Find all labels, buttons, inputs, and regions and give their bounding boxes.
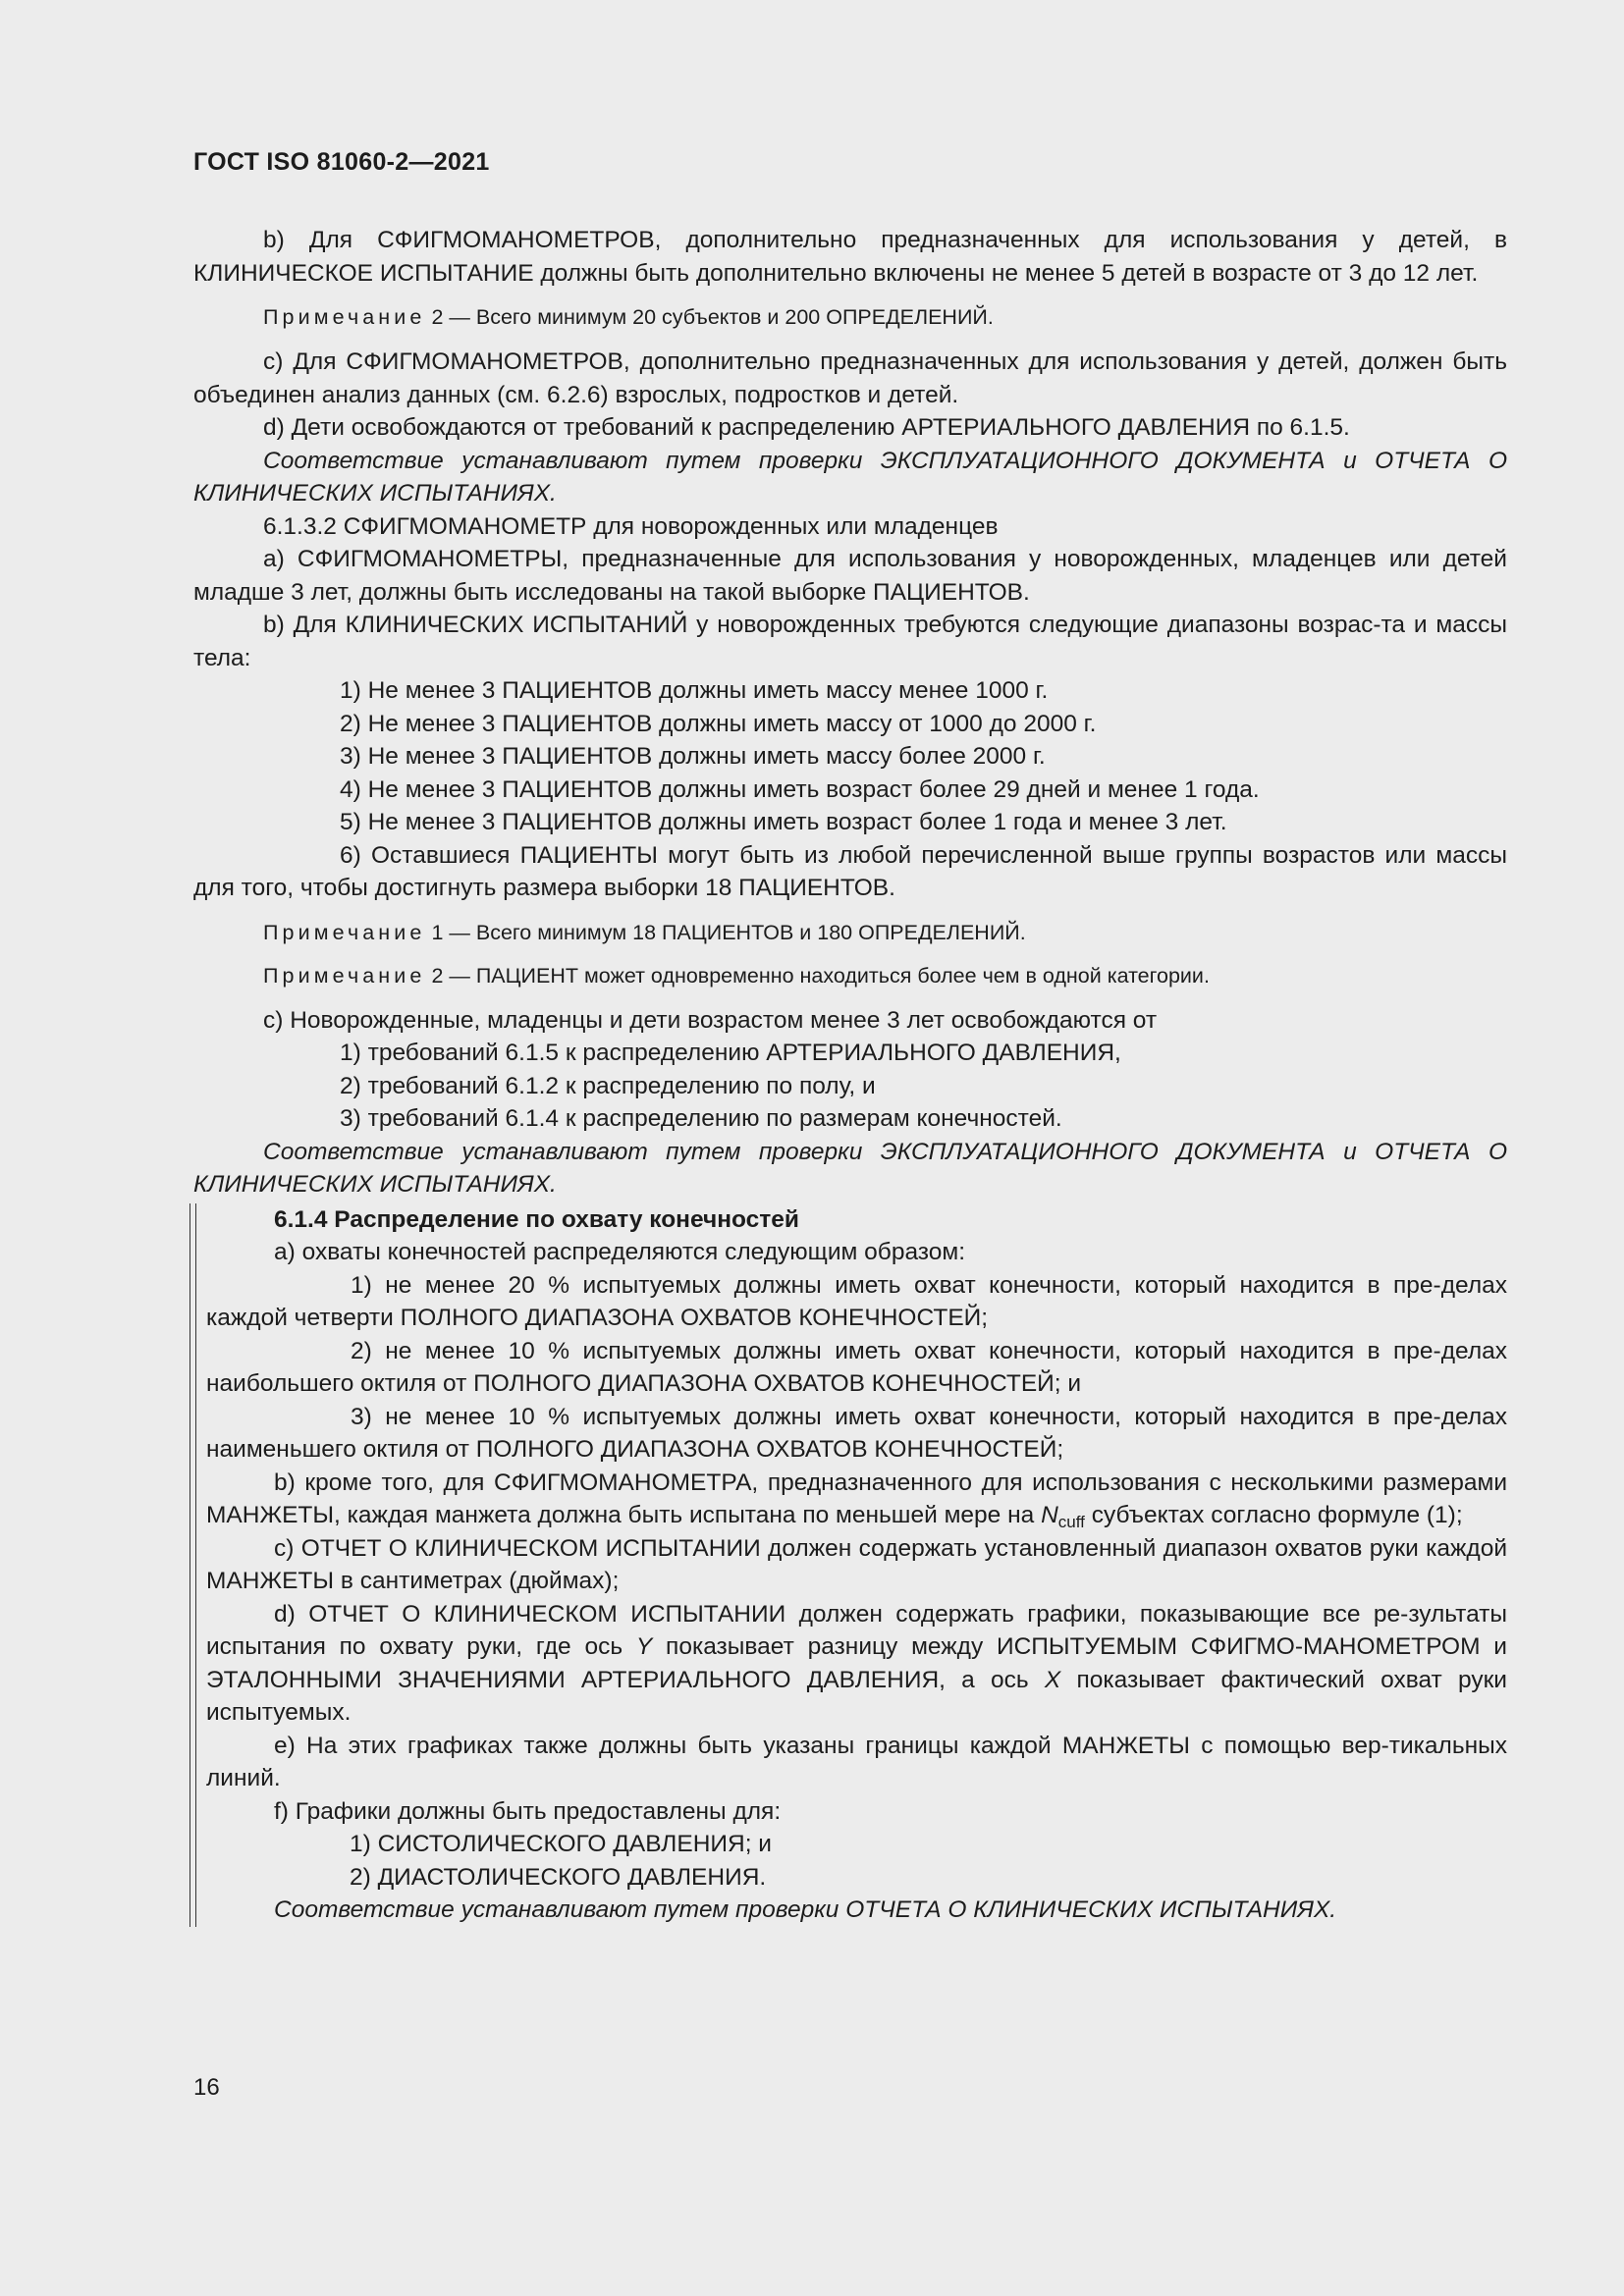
paragraph-c-exemptions: c) Новорожденные, младенцы и дети возрастом менее 3 лет освобождаются от xyxy=(263,1006,1158,1034)
change-bar xyxy=(189,1203,196,1927)
note xyxy=(263,302,1507,332)
note-text: 1 — Всего минимум 18 ПАЦИЕНТОВ и 180 ОПРЕДЕЛЕНИЙ. xyxy=(431,920,1026,944)
note-text: 2 — ПАЦИЕНТ может одновременно находиться более чем в одной категории. xyxy=(431,963,1210,988)
note-label: Примечание xyxy=(263,920,426,944)
list-item: 2) Не менее 3 ПАЦИЕНТОВ должны иметь массу от 1000 до 2000 г. xyxy=(340,710,1097,737)
list-item: 5) Не менее 3 ПАЦИЕНТОВ должны иметь возраст более 1 года и менее 3 лет. xyxy=(340,809,1227,835)
y-axis-symbol: Y xyxy=(635,1633,653,1660)
list-item: 1) требований 6.1.5 к распределению АРТЕРИАЛЬНОГО ДАВЛЕНИЯ, xyxy=(340,1040,1121,1066)
page-content xyxy=(193,224,1507,1927)
section-item: a) охваты конечностей распределяются следующим образом: xyxy=(274,1239,966,1265)
paragraph-c: c) Для СФИГМОМАНОМЕТРОВ, дополнительно предназначенных для использования у детей, должен быть объединен анализ данных (см. 6.2.6) взрослых, подростков и детей. xyxy=(193,348,1507,408)
paragraph-b: b) Для КЛИНИЧЕСКИХ ИСПЫТАНИЙ у новорожденных требуются следующие диапазоны возрас-та и массы тела: xyxy=(193,612,1507,671)
list-item: 3) Не менее 3 ПАЦИЕНТОВ должны иметь массу более 2000 г. xyxy=(340,743,1046,770)
section-item: e) На этих графиках также должны быть указаны границы каждой МАНЖЕТЫ с помощью вер-тикальных линий. xyxy=(206,1732,1507,1791)
section-item: 1) не менее 20 % испытуемых должны иметь охват конечности, который находится в пре-делах каждой четверти ПОЛНОГО ДИАПАЗОНА ОХВАТОВ КОНЕЧНОСТЕЙ; xyxy=(206,1271,1507,1331)
list-item: 2) требований 6.1.2 к распределению по полу, и xyxy=(340,1072,876,1099)
section-item: 3) не менее 10 % испытуемых должны иметь охват конечности, который находится в пре-делах наименьшего октиля от ПОЛНОГО ДИАПАЗОНА ОХВАТОВ КОНЕЧНОСТЕЙ; xyxy=(206,1403,1507,1463)
list-item: 4) Не менее 3 ПАЦИЕНТОВ должны иметь возраст более 29 дней и менее 1 года. xyxy=(340,775,1260,803)
section-item xyxy=(206,1467,1507,1532)
note xyxy=(263,918,1507,947)
note-label: Примечание xyxy=(263,305,426,329)
list-item: 6) Оставшиеся ПАЦИЕНТЫ могут быть из любой перечисленной выше группы возрастов или массы для того, чтобы достигнуть размера выборки 18 ПАЦИЕНТОВ. xyxy=(193,841,1507,901)
section-item: 2) не менее 10 % испытуемых должны иметь охват конечности, который находится в пре-делах наибольшего октиля от ПОЛНОГО ДИАПАЗОНА ОХВАТОВ КОНЕЧНОСТЕЙ; и xyxy=(206,1337,1507,1397)
paragraph-d: d) Дети освобождаются от требований к распределению АРТЕРИАЛЬНОГО ДАВЛЕНИЯ по 6.1.5. xyxy=(263,414,1350,441)
section-item: f) Графики должны быть предоставлены для: xyxy=(274,1797,782,1825)
section-item xyxy=(206,1598,1507,1730)
note xyxy=(263,961,1507,990)
section-item-text: b) кроме того, для СФИГМОМАНОМЕТРА, предназначенного для использования с несколькими размерами МАНЖЕТЫ, каждая манжета должна быть испытана по меньшей мере на xyxy=(206,1468,1507,1528)
section-item-text: d) ОТЧЕТ О КЛИНИЧЕСКОМ ИСПЫТАНИИ должен содержать графики, показывающие все ре-зультаты испытания по охвату руки, где ось xyxy=(206,1600,1507,1660)
section-item: 1) СИСТОЛИЧЕСКОГО ДАВЛЕНИЯ; и xyxy=(350,1831,772,1857)
section-item-text: показывает фактический охват руки испытуемых. xyxy=(206,1666,1507,1726)
note-text: 2 — Всего минимум 20 субъектов и 200 ОПРЕДЕЛЕНИЙ. xyxy=(431,305,994,329)
document-header: ГОСТ ISO 81060-2—2021 xyxy=(193,148,490,176)
list-item: 3) требований 6.1.4 к распределению по размерам конечностей. xyxy=(340,1105,1062,1132)
paragraph-a: a) СФИГМОМАНОМЕТРЫ, предназначенные для использования у новорожденных, младенцев или детей младше 3 лет, должны быть исследованы на такой выборке ПАЦИЕНТОВ. xyxy=(193,546,1507,606)
section-item-text: субъектах согласно формуле (1); xyxy=(1091,1502,1463,1528)
compliance-text: Соответствие устанавливают путем проверки ЭКСПЛУАТАЦИОННОГО ДОКУМЕНТА и ОТЧЕТА О КЛИНИЧЕСКИХ ИСПЫТАНИЯХ. xyxy=(193,1138,1507,1198)
list-item: 1) Не менее 3 ПАЦИЕНТОВ должны иметь массу менее 1000 г. xyxy=(340,677,1049,704)
cuff-subscript: cuff xyxy=(1057,1513,1085,1531)
compliance-text: Соответствие устанавливают путем проверки ЭКСПЛУАТАЦИОННОГО ДОКУМЕНТА и ОТЧЕТА О КЛИНИЧЕСКИХ ИСПЫТАНИЯХ. xyxy=(193,447,1507,507)
subsection-title: 6.1.3.2 СФИГМОМАНОМЕТР для новорожденных или младенцев xyxy=(263,512,999,540)
x-axis-symbol: X xyxy=(1044,1666,1061,1693)
section-item-text: показывает разницу между ИСПЫТУЕМЫМ СФИГМО-МАНОМЕТРОМ и ЭТАЛОННЫМИ ЗНАЧЕНИЯМИ АРТЕРИАЛЬНОГО ДАВЛЕНИЯ, а ось xyxy=(206,1633,1507,1693)
section-item: 2) ДИАСТОЛИЧЕСКОГО ДАВЛЕНИЯ. xyxy=(350,1863,767,1891)
section-item: c) ОТЧЕТ О КЛИНИЧЕСКОМ ИСПЫТАНИИ должен содержать установленный диапазон охватов руки каждой МАНЖЕТЫ в сантиметрах (дюймах); xyxy=(206,1534,1507,1594)
n-symbol: N xyxy=(1041,1502,1058,1528)
section-heading: 6.1.4 Распределение по охвату конечностей xyxy=(274,1205,799,1233)
section-6-1-4 xyxy=(191,1203,1507,1927)
note-label: Примечание xyxy=(263,963,426,988)
compliance-text: Соответствие устанавливают путем проверки ОТЧЕТА О КЛИНИЧЕСКИХ ИСПЫТАНИЯХ. xyxy=(274,1896,1337,1923)
paragraph-b-children: b) Для СФИГМОМАНОМЕТРОВ, дополнительно предназначенных для использования у детей, в КЛИНИЧЕСКОЕ ИСПЫТАНИЕ должны быть дополнительно включены не менее 5 детей в возрасте от 3 до 12 лет. xyxy=(193,227,1507,287)
page-number: 16 xyxy=(193,2074,220,2101)
